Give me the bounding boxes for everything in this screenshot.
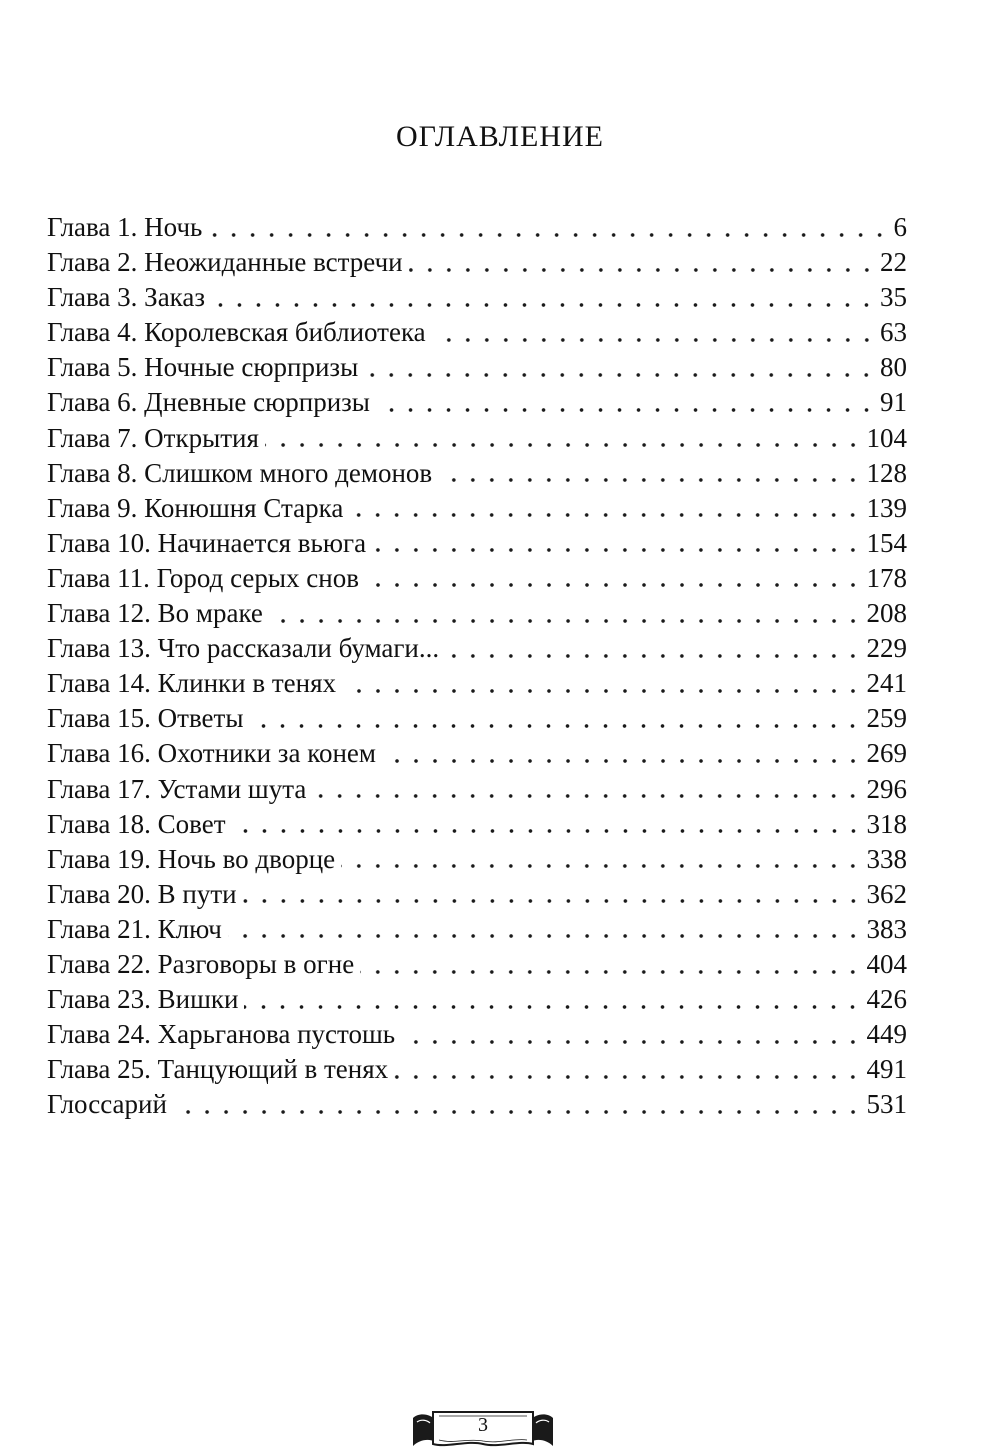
toc-entry-title: Глава 11. Город серых снов bbox=[47, 562, 359, 593]
toc-entry-title: Глава 24. Харьганова пустошь bbox=[47, 1019, 396, 1050]
dot-leader bbox=[312, 792, 862, 800]
dot-leader bbox=[409, 266, 876, 274]
toc-entry-page: 449 bbox=[866, 1019, 907, 1050]
toc-entry-title: Глава 19. Ночь во дворце bbox=[47, 843, 336, 874]
toc-entry-page: 154 bbox=[866, 527, 907, 558]
toc-entry-title: Глава 6. Дневные сюрпризы bbox=[47, 387, 370, 418]
toc-entry-page: 318 bbox=[866, 808, 907, 839]
toc-entry bbox=[47, 877, 907, 912]
dot-leader bbox=[341, 862, 862, 870]
dot-leader bbox=[432, 336, 876, 344]
dot-leader bbox=[243, 897, 863, 905]
toc-entry bbox=[47, 596, 907, 631]
toc-entry bbox=[47, 421, 907, 456]
toc-entry-title: Глава 9. Конюшня Старка bbox=[47, 492, 344, 523]
toc-entry bbox=[47, 1052, 907, 1087]
toc-entry-page: 491 bbox=[866, 1054, 907, 1085]
toc-entry-title: Глава 25. Танцующий в тенях bbox=[47, 1054, 389, 1085]
toc-entry-page: 80 bbox=[880, 352, 907, 383]
toc-entry bbox=[47, 456, 907, 491]
toc-entry-page: 269 bbox=[866, 738, 907, 769]
toc-entry-page: 22 bbox=[880, 247, 907, 278]
toc-entry bbox=[47, 526, 907, 561]
toc-entry-title: Глава 8. Слишком много демонов bbox=[47, 457, 433, 488]
toc-entry bbox=[47, 701, 907, 736]
dot-leader bbox=[364, 371, 876, 379]
page-number-ornament bbox=[409, 1408, 557, 1450]
dot-leader bbox=[342, 687, 862, 695]
toc-entry-page: 208 bbox=[866, 598, 907, 629]
toc-entry-page: 296 bbox=[866, 773, 907, 804]
toc-entry-page: 139 bbox=[866, 492, 907, 523]
toc-entry-title: Глоссарий bbox=[47, 1089, 167, 1120]
toc-entry bbox=[47, 912, 907, 947]
toc-entry bbox=[47, 736, 907, 771]
dot-leader bbox=[349, 511, 862, 519]
toc-entry bbox=[47, 666, 907, 701]
toc-entry-title: Глава 18. Совет bbox=[47, 808, 226, 839]
toc-entry bbox=[47, 245, 907, 280]
dot-leader bbox=[232, 827, 863, 835]
toc-entry-page: 259 bbox=[866, 703, 907, 734]
dot-leader bbox=[445, 652, 862, 660]
toc-entry-title: Глава 23. Вишки bbox=[47, 984, 239, 1015]
dot-leader bbox=[269, 617, 863, 625]
toc-entry-title: Глава 12. Во мраке bbox=[47, 598, 263, 629]
toc-entry bbox=[47, 315, 907, 350]
toc-entry bbox=[47, 631, 907, 666]
dot-leader bbox=[401, 1038, 862, 1046]
toc-entry-page: 426 bbox=[866, 984, 907, 1015]
dot-leader bbox=[265, 441, 863, 449]
dot-leader bbox=[365, 581, 863, 589]
dot-leader bbox=[249, 722, 862, 730]
toc-entry-page: 338 bbox=[866, 843, 907, 874]
toc-entry-page: 178 bbox=[866, 562, 907, 593]
toc-entry-title: Глава 13. Что рассказали бумаги... bbox=[47, 633, 440, 664]
toc-entry-title: Глава 14. Клинки в тенях bbox=[47, 668, 337, 699]
toc-entry bbox=[47, 982, 907, 1017]
toc-entry-page: 128 bbox=[866, 457, 907, 488]
toc-entry bbox=[47, 491, 907, 526]
page-number: 3 bbox=[478, 1414, 488, 1436]
toc-entry bbox=[47, 385, 907, 420]
page-title: ОГЛАВЛЕНИЕ bbox=[396, 120, 604, 154]
toc-entry-title: Глава 21. Ключ bbox=[47, 913, 222, 944]
toc-entry-title: Глава 22. Разговоры в огне bbox=[47, 948, 355, 979]
table-of-contents bbox=[47, 210, 907, 1122]
toc-entry-page: 6 bbox=[893, 212, 907, 242]
toc-entry-page: 404 bbox=[866, 948, 907, 979]
toc-entry bbox=[47, 561, 907, 596]
toc-entry bbox=[47, 772, 907, 807]
dot-leader bbox=[394, 1073, 862, 1081]
dot-leader bbox=[208, 231, 889, 239]
toc-entry bbox=[47, 350, 907, 385]
toc-entry-title: Глава 15. Ответы bbox=[47, 703, 244, 734]
toc-entry-title: Глава 7. Открытия bbox=[47, 422, 259, 453]
toc-entry-page: 104 bbox=[866, 422, 907, 453]
toc-entry-page: 229 bbox=[866, 633, 907, 664]
toc-entry bbox=[47, 947, 907, 982]
toc-entry-page: 362 bbox=[866, 878, 907, 909]
toc-entry-title: Глава 2. Неожиданные встречи bbox=[47, 247, 403, 278]
dot-leader bbox=[382, 757, 863, 765]
toc-entry-page: 63 bbox=[880, 317, 907, 348]
toc-entry-page: 91 bbox=[880, 387, 907, 418]
dot-leader bbox=[360, 968, 862, 976]
dot-leader bbox=[228, 932, 863, 940]
dot-leader bbox=[211, 301, 876, 309]
dot-leader bbox=[372, 546, 862, 554]
toc-entry bbox=[47, 280, 907, 315]
toc-entry-title: Глава 1. Ночь bbox=[47, 212, 203, 242]
toc-entry-title: Глава 3. Заказ bbox=[47, 282, 206, 313]
toc-entry-title: Глава 20. В пути bbox=[47, 878, 237, 909]
toc-entry-page: 241 bbox=[866, 668, 907, 699]
toc-entry bbox=[47, 1017, 907, 1052]
toc-entry-title: Глава 4. Королевская библиотека bbox=[47, 317, 426, 348]
toc-entry-page: 531 bbox=[866, 1089, 907, 1120]
dot-leader bbox=[438, 476, 862, 484]
toc-entry-page: 35 bbox=[880, 282, 907, 313]
dot-leader bbox=[244, 1003, 862, 1011]
toc-entry-title: Глава 10. Начинается вьюга bbox=[47, 527, 367, 558]
toc-entry bbox=[47, 842, 907, 877]
toc-entry bbox=[47, 210, 907, 245]
toc-entry-title: Глава 17. Устами шута bbox=[47, 773, 307, 804]
toc-entry bbox=[47, 807, 907, 842]
dot-leader bbox=[376, 406, 876, 414]
toc-entry-title: Глава 5. Ночные сюрпризы bbox=[47, 352, 359, 383]
dot-leader bbox=[173, 1108, 863, 1116]
toc-entry bbox=[47, 1087, 907, 1122]
toc-entry-page: 383 bbox=[866, 913, 907, 944]
toc-entry-title: Глава 16. Охотники за конем bbox=[47, 738, 376, 769]
